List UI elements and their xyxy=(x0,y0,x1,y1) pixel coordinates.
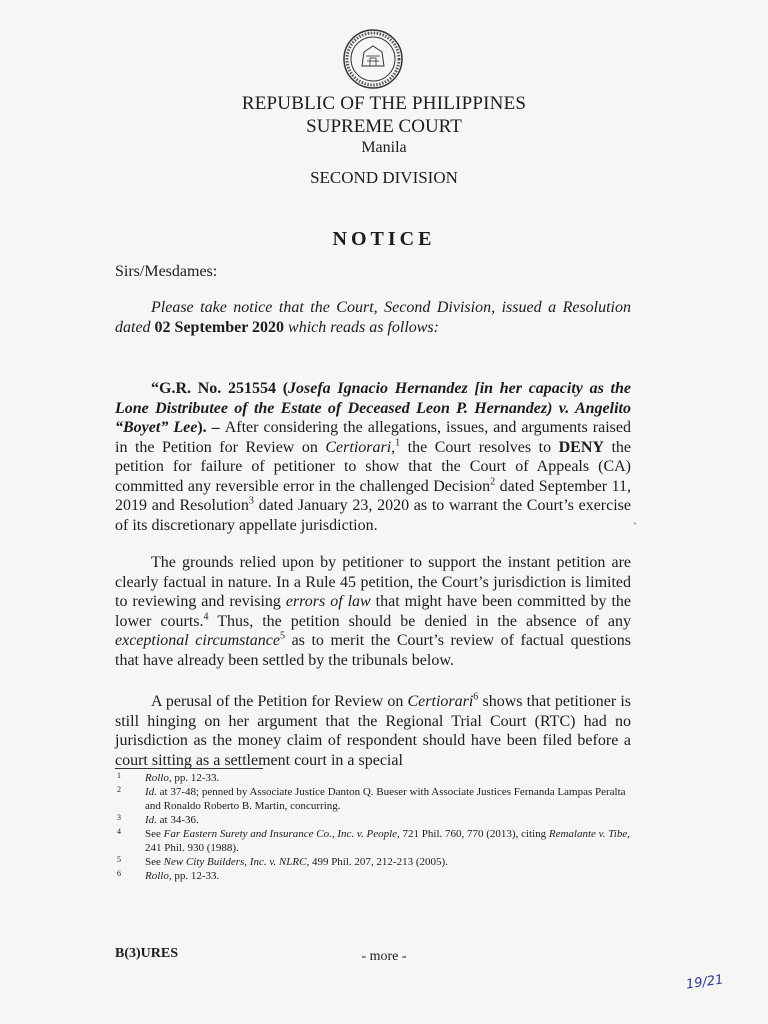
footnotes xyxy=(115,771,631,883)
header-supreme-court: SUPREME COURT xyxy=(306,116,462,137)
paragraph-3 xyxy=(115,692,631,770)
footnote-number: 6 xyxy=(117,869,121,878)
p3-certiorari: Certiorari xyxy=(407,693,474,710)
header-division: SECOND DIVISION xyxy=(310,168,458,187)
footnote-number: 4 xyxy=(117,827,121,836)
header-city: Manila xyxy=(361,139,407,156)
footnote-text: at 34-36. xyxy=(156,814,199,826)
footnote-2 xyxy=(115,785,631,813)
footnote-text: Id. xyxy=(145,814,157,826)
footnote-text: , pp. 12-33. xyxy=(168,772,220,784)
footnote-text: , pp. 12-33. xyxy=(168,870,220,882)
footnote-text: Remalante v. Tibe xyxy=(548,828,628,840)
salutation: Sirs/Mesdames: xyxy=(115,263,218,280)
footnote-text: , 241 Phil. 930 (1988). xyxy=(145,828,630,854)
footnote-text: See xyxy=(145,856,164,868)
p2-errors-of-law: errors of law xyxy=(285,593,371,610)
footnote-5 xyxy=(115,855,631,869)
footnote-divider xyxy=(115,768,263,769)
footnote-text: Rollo xyxy=(145,870,169,882)
footnote-6 xyxy=(115,869,631,883)
footnote-ref-3: 3 xyxy=(248,495,254,507)
footnote-number: 1 xyxy=(117,771,121,780)
footnote-text: See xyxy=(145,828,164,840)
p1-deny: DENY xyxy=(558,438,604,456)
footnote-text: , 721 Phil. 760, 770 (2013), citing xyxy=(397,828,549,840)
p2-exceptional: exceptional circumstance xyxy=(115,632,281,649)
footnote-ref-6: 6 xyxy=(473,691,479,703)
case-number: “G.R. No. 251554 ( xyxy=(151,380,289,397)
footnote-number: 2 xyxy=(117,785,121,794)
footnote-ref-1: 1 xyxy=(395,437,401,449)
footnote-number: 5 xyxy=(117,855,121,864)
p3-text-2: shows that petitioner is still hinging on her argument that the Regional Trial Court (RTC) had no jurisdiction as the money claim of respondent should have been filed before a court sitting as a settlement court in a special xyxy=(115,693,631,769)
p1-text-1: After considering the allegations, issues, and arguments raised in the Petition for Review on xyxy=(115,419,632,456)
footnote-1 xyxy=(115,771,631,785)
header-republic: REPUBLIC OF THE PHILIPPINES xyxy=(241,93,527,114)
p1-certiorari: Certiorari xyxy=(325,438,392,456)
p1-text-4: dated September 11, 2019 and Resolution xyxy=(115,477,631,514)
p2-text-4: as to merit the Court’s review of factual questions that have already been settled by the tribunals below. xyxy=(115,632,632,669)
footnote-3 xyxy=(115,813,631,827)
paragraph-2 xyxy=(115,553,631,670)
footnote-ref-2: 2 xyxy=(490,476,496,488)
p2-text-2: that might have been committed by the lower courts. xyxy=(115,593,631,630)
caption-close: ). – xyxy=(197,419,225,436)
footnote-text: New City Builders, Inc. v. NLRC xyxy=(163,856,307,868)
intro-text-2: which reads as follows: xyxy=(284,318,439,336)
footnote-text: Id. xyxy=(145,786,157,798)
footnote-number: 3 xyxy=(117,813,121,822)
p1-text-3: the petition for failure of petitioner to show that the Court of Appeals (CA) committed any reversible error in the challenged Decision xyxy=(115,438,631,495)
footnote-text: Rollo xyxy=(145,772,169,784)
footnote-ref-5: 5 xyxy=(280,630,286,642)
resolution-date: 02 September 2020 xyxy=(154,318,285,336)
footnote-text: at 37-48; penned by Associate Justice Danton Q. Bueser with Associate Justices Fernanda Lampas Peralta and Ronaldo Roberto B. Martin, concurring. xyxy=(145,786,626,812)
document-code: B(3)URES xyxy=(115,946,179,961)
case-caption: Josefa Ignacio Hernandez [in her capacity as the Lone Distributee of the Estate of Deceased Leon P. Hernandez) v. Angelito “Boyet” Lee xyxy=(115,380,631,436)
p1-text-2: the Court resolves to xyxy=(400,438,559,456)
p1-text-5: dated January 23, 2020 as to warrant the Court’s exercise of its discretionary appellate jurisdiction. xyxy=(115,497,632,534)
p3-text-1: A perusal of the Petition for Review on xyxy=(151,693,408,710)
footnote-4 xyxy=(115,827,631,855)
p2-text-1: The grounds relied upon by petitioner to support the instant petition are clearly factual in nature. In a Rule 45 petition, the Court’s jurisdiction is limited to reviewing and revising xyxy=(115,554,631,610)
footnote-text: Far Eastern Surety and Insurance Co., Inc. v. People xyxy=(163,828,398,840)
stray-mark: ` xyxy=(633,520,637,534)
footnote-ref-4: 4 xyxy=(203,611,209,623)
paragraph-1: “G.R. No. 251554 (Josefa Ignacio Hernandez [in her capacity as the Lone Distributee of the Estate of Deceased Leon P. Hernandez) v. Angelito “Boyet” Lee). – After considering the allegations, issues, and arguments raised in the Petition for Review on Certiorari,$^1$ the Court resolves to DENY the petition for failure of petitioner to show that the Court of Appeals (CA) committed any reversible error in the challenged Decision$^2$ dated September 11, 2019 and Resolution$^3$ dated January 23, 2020 as to warrant the Court’s exercise of its discretionary appellate jurisdiction. xyxy=(115,380,632,534)
intro-text-1: Please take notice that the Court, Second Division, issued a Resolution dated xyxy=(115,299,631,336)
footnote-text: , 499 Phil. 207, 212-213 (2005). xyxy=(306,856,448,868)
p2-text-3: Thus, the petition should be denied in the absence of any xyxy=(208,612,632,630)
more-indicator: - more - xyxy=(361,949,407,964)
intro-paragraph xyxy=(115,298,631,337)
supreme-court-seal xyxy=(342,28,404,90)
handwritten-initials: 19/21 xyxy=(685,972,725,993)
document-title: NOTICE xyxy=(332,228,436,250)
